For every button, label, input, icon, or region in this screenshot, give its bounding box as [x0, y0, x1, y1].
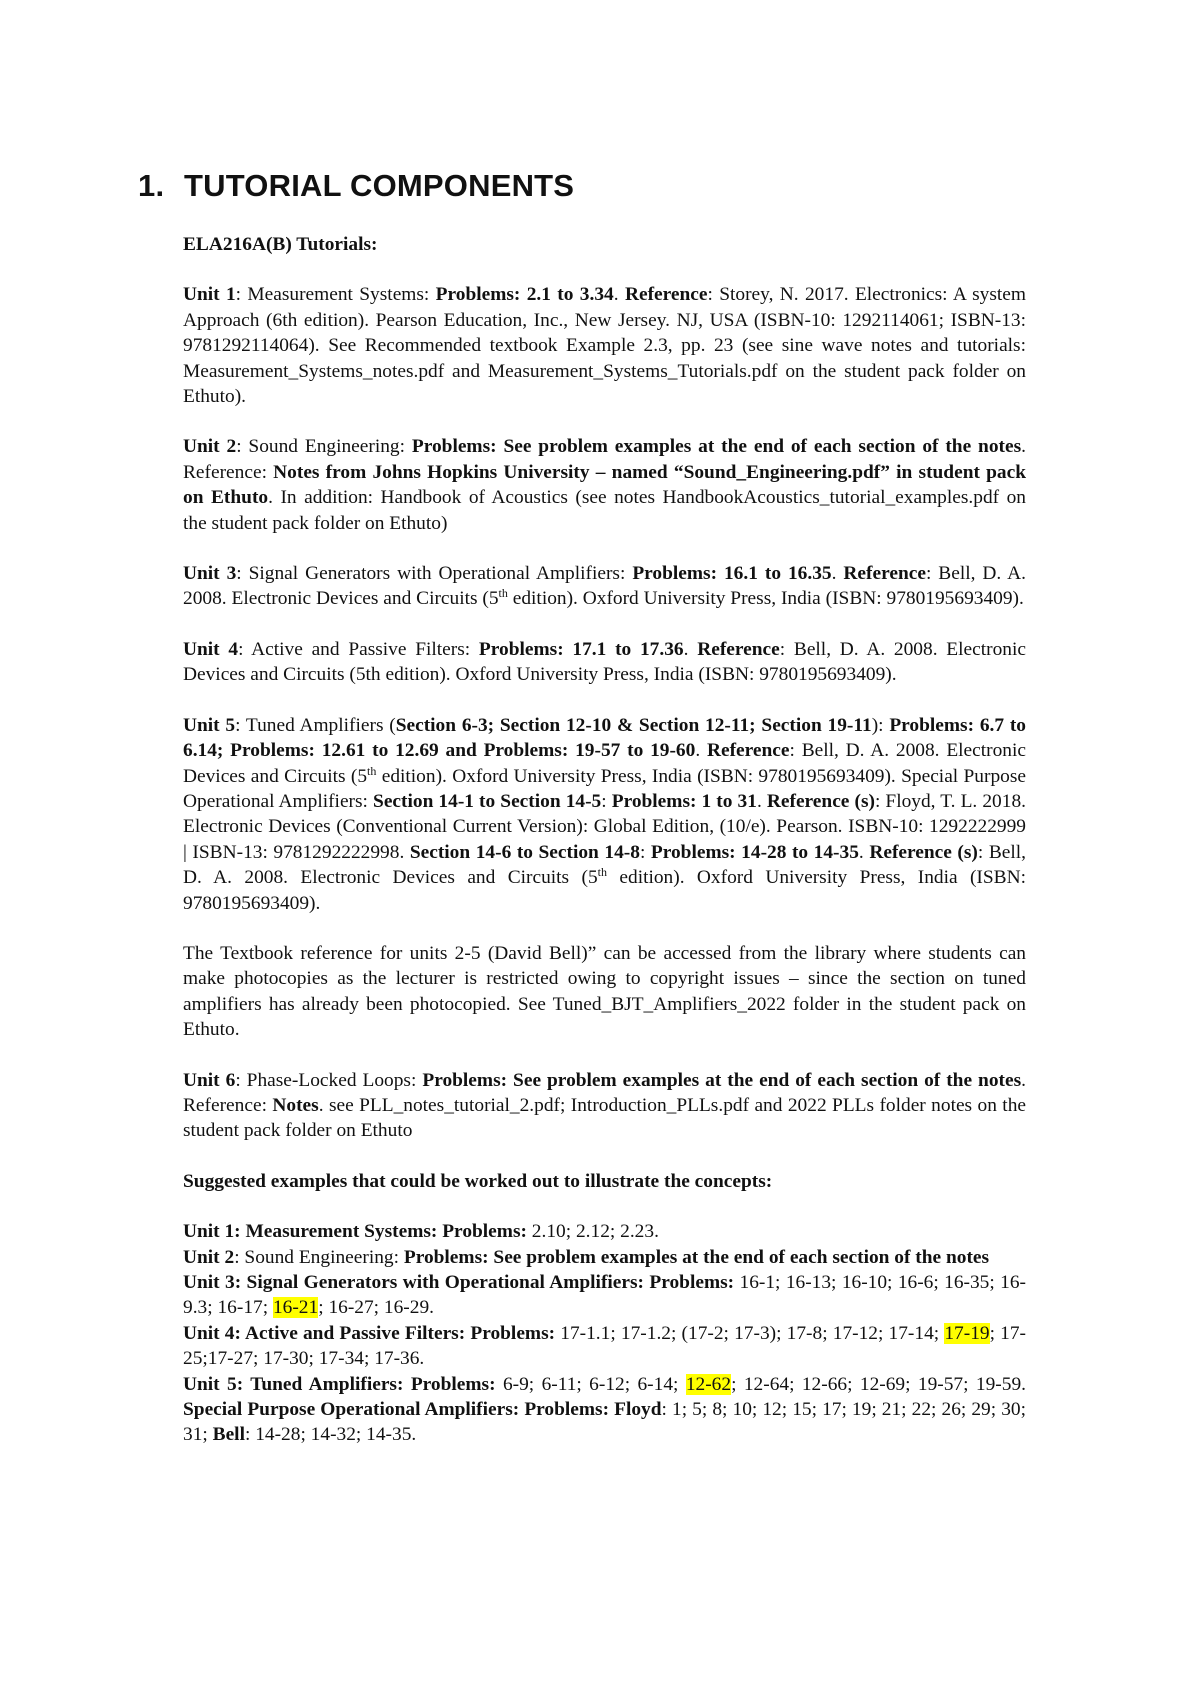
- section-heading: [138, 168, 574, 204]
- unit-1-paragraph: Unit 1: Measurement Systems: Problems: 2.1 to 3.34. Reference: Storey, N. 2017. Electronics: A system Approach (6th edition). Pearson Education, Inc., New Jersey. NJ, USA (ISBN-10: 1292114061; ISBN-13: 9781292114064). See Recommended textbook Example 2.3, pp. 23 (see sine wave notes and tutorials: Measurement_Systems_notes.pdf and Measurement_Systems_Tutorials.pdf on the student pack folder on Ethuto).: [183, 284, 1026, 408]
- document-body: [183, 232, 1026, 1448]
- section-number: 1.: [138, 168, 165, 203]
- unit-4-paragraph: Unit 4: Active and Passive Filters: Problems: 17.1 to 17.36. Reference: Bell, D. A. 2008. Electronic Devices and Circuits (5th edition). Oxford University Press, India (ISBN: 9780195693409).: [183, 638, 1026, 686]
- unit-label: Unit 2: [183, 436, 237, 458]
- suggested-unit-4: Unit 4: Active and Passive Filters: Problems: 17-1.1; 17-1.2; (17-2; 17-3); 17-8; 17-12; 17-14; 17-19; 17-25;17-27; 17-30; 17-34; 17-36.: [183, 1322, 1026, 1370]
- unit-label: Unit 6: [183, 1069, 236, 1091]
- highlighted-problem: 12-62: [685, 1373, 732, 1395]
- unit-label: Unit 1: [183, 284, 236, 306]
- unit-6-paragraph: Unit 6: Phase-Locked Loops: Problems: See problem examples at the end of each section of the notes. Reference: Notes. see PLL_notes_tutorial_2.pdf; Introduction_PLLs.pdf and 2022 PLLs folder notes on the student pack folder on Ethuto: [183, 1069, 1026, 1142]
- suggested-unit-2: Unit 2: Sound Engineering: Problems: See problem examples at the end of each section of the notes: [183, 1246, 990, 1268]
- suggested-unit-1: Unit 1: Measurement Systems: Problems: 2.10; 2.12; 2.23.: [183, 1221, 659, 1243]
- suggested-unit-3: Unit 3: Signal Generators with Operational Amplifiers: Problems: 16-1; 16-13; 16-10; 16-6; 16-35; 16-9.3; 16-17; 16-21; 16-27; 16-29.: [183, 1272, 1026, 1319]
- unit-label: Unit 3: [183, 563, 237, 585]
- highlighted-problem: 17-19: [944, 1322, 990, 1344]
- tutorials-subtitle: ELA216A(B) Tutorials:: [183, 234, 378, 255]
- unit-label: Unit 4: [183, 638, 239, 660]
- suggested-examples-heading: Suggested examples that could be worked out to illustrate the concepts:: [183, 1170, 773, 1192]
- textbook-note-paragraph: The Textbook reference for units 2-5 (David Bell)” can be accessed from the library where students can make photocopies as the lecturer is restricted owing to copyright issues – since the section on tuned amplifiers has already been photocopied. See Tuned_BJT_Amplifiers_2022 folder in the student pack on Ethuto.: [183, 942, 1026, 1041]
- highlighted-problem: 16-21: [272, 1297, 319, 1319]
- section-title: TUTORIAL COMPONENTS: [184, 168, 575, 203]
- unit-5-paragraph: Unit 5: Tuned Amplifiers (Section 6-3; Section 12-10 & Section 12-11; Section 19-11): Problems: 6.7 to 6.14; Problems: 12.61 to 12.69 and Problems: 19-57 to 19-60. Reference: Bell, D. A. 2008. Electronic Devices and Circuits (5th edition). Oxford University Press, India (ISBN: 9780195693409). Special Purpose Operational Amplifiers: Section 14-1 to Section 14-5: Problems: 1 to 31. Reference (s): Floyd, T. L. 2018. Electronic Devices (Conventional Current Version): Global Edition, (10/e). Pearson. ISBN-10: 1292222999 | ISBN-13: 9781292222998. Section 14-6 to Section 14-8: Problems: 14-28 to 14-35. Reference (s): Bell, D. A. 2008. Electronic Devices and Circuits (5th edition). Oxford University Press, India (ISBN: 9780195693409).: [183, 714, 1027, 914]
- suggested-unit-5: Unit 5: Tuned Amplifiers: Problems: 6-9; 6-11; 6-12; 6-14; 12-62; 12-64; 12-66; 12-69; 19-57; 19-59. Special Purpose Operational Amplifiers: Problems: Floyd: 1; 5; 8; 10; 12; 15; 17; 19; 21; 22; 26; 29; 30; 31; Bell: 14-28; 14-32; 14-35.: [183, 1373, 1026, 1446]
- unit-2-paragraph: Unit 2: Sound Engineering: Problems: See problem examples at the end of each section of the notes. Reference: Notes from Johns Hopkins University – named “Sound_Engineering.pdf” in student pack on Ethuto. In addition: Handbook of Acoustics (see notes HandbookAcoustics_tutorial_examples.pdf on the student pack folder on Ethuto): [183, 436, 1027, 534]
- unit-label: Unit 5: [183, 714, 236, 736]
- unit-3-paragraph: Unit 3: Signal Generators with Operational Amplifiers: Problems: 16.1 to 16.35. Reference: Bell, D. A. 2008. Electronic Devices and Circuits (5th edition). Oxford University Press, India (ISBN: 9780195693409).: [183, 563, 1026, 610]
